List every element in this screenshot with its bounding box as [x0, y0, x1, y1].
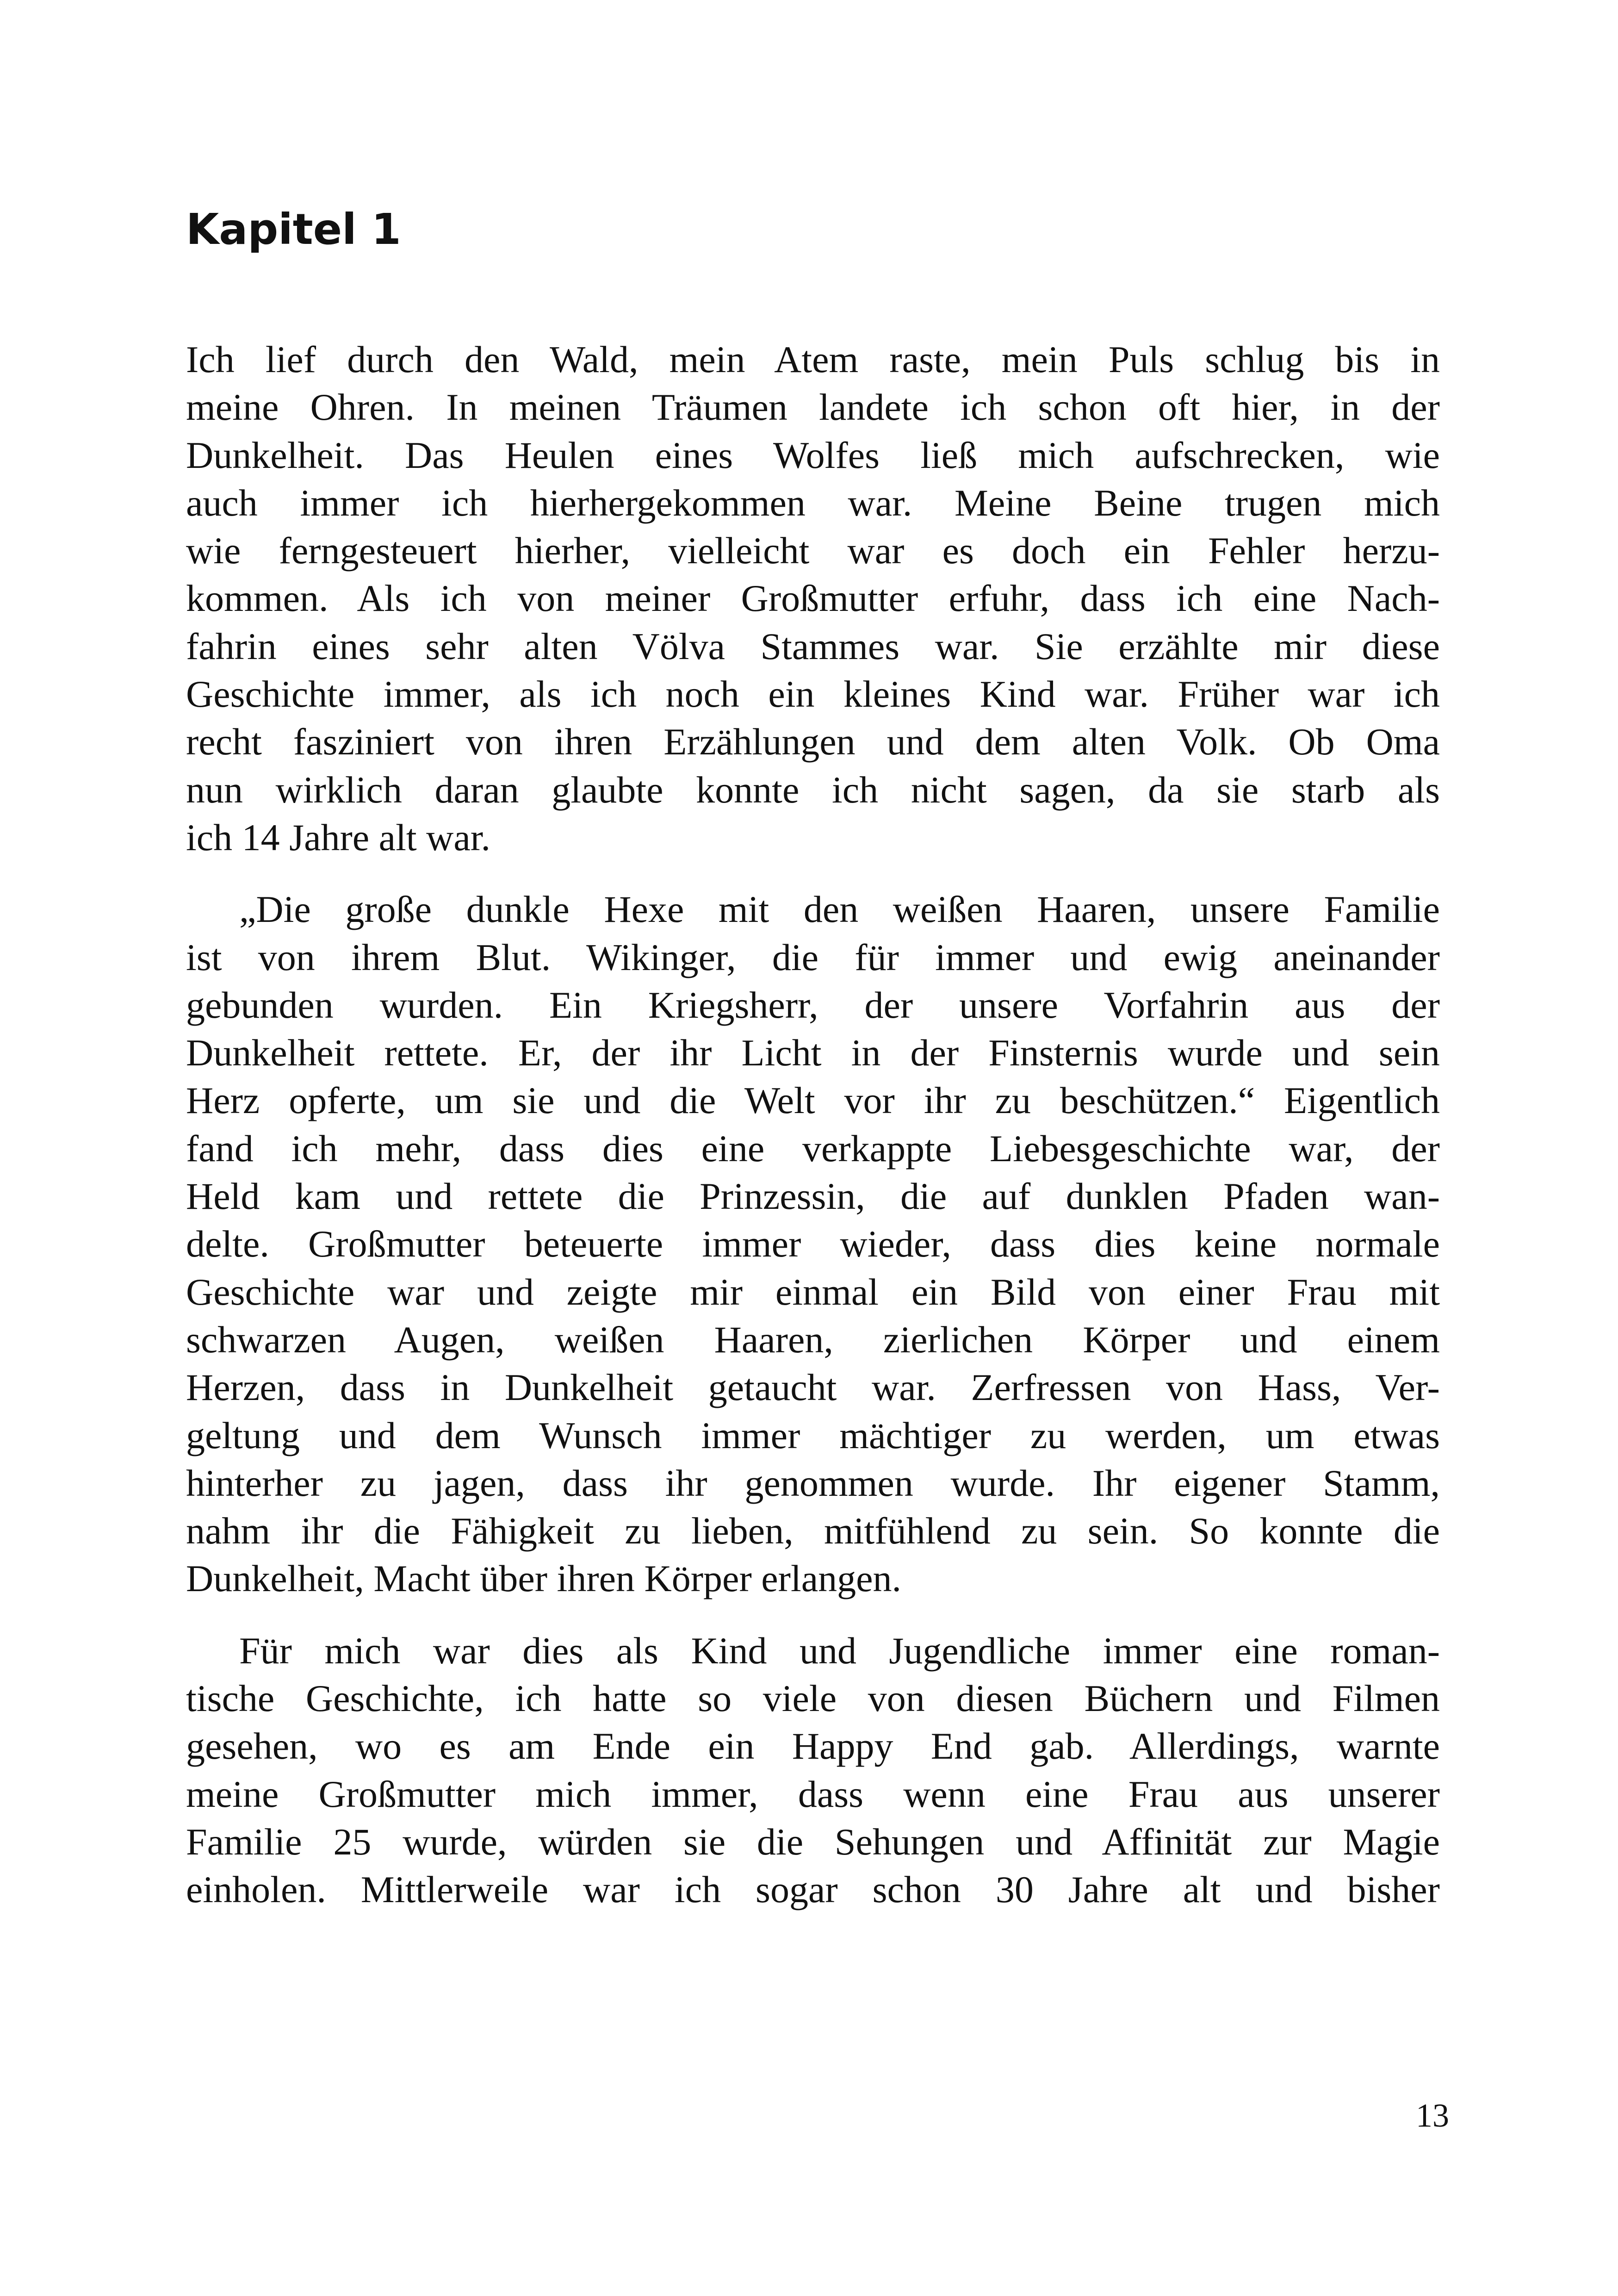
paragraph-line: Geschichte immer, als ich noch ein kleines Kind war. Früher war ich [186, 673, 1440, 716]
paragraph-line: Geschichte war und zeigte mir einmal ein Bild von einer Frau mit [186, 1270, 1440, 1313]
paragraph-3 [186, 1627, 1440, 1914]
paragraph-line: wie ferngesteuert hierher, vielleicht war es doch ein Fehler herzu- [186, 529, 1440, 572]
paragraph-line: auch immer ich hierhergekommen war. Meine Beine trugen mich [186, 481, 1440, 524]
paragraph-line: Familie 25 wurde, würden sie die Sehungen und Affinität zur Magie [186, 1820, 1440, 1863]
paragraph-line: Herz opferte, um sie und die Welt vor ihr zu beschützen.“ Eigentlich [186, 1079, 1440, 1122]
paragraph-line: hinterher zu jagen, dass ihr genommen wurde. Ihr eigener Stamm, [186, 1462, 1440, 1504]
paragraph-line: ich 14 Jahre alt war. [186, 816, 491, 859]
paragraph-line: gesehen, wo es am Ende ein Happy End gab. Allerdings, warnte [186, 1725, 1440, 1767]
paragraph-line: meine Ohren. In meinen Träumen landete ich schon oft hier, in der [186, 386, 1440, 429]
paragraph-line: Dunkelheit, Macht über ihren Körper erlangen. [186, 1557, 902, 1600]
paragraph-line: meine Großmutter mich immer, dass wenn eine Frau aus unserer [186, 1773, 1440, 1815]
paragraph-line: geltung und dem Wunsch immer mächtiger zu werden, um etwas [186, 1414, 1440, 1456]
paragraph-line: fahrin eines sehr alten Völva Stammes war. Sie erzählte mir diese [186, 625, 1440, 667]
chapter-title: Kapitel 1 [186, 205, 401, 254]
paragraph-line: ist von ihrem Blut. Wikinger, die für immer und ewig aneinander [186, 936, 1440, 978]
paragraph-line: recht fasziniert von ihren Erzählungen und dem alten Volk. Ob Oma [186, 721, 1440, 763]
paragraph-line: delte. Großmutter beteuerte immer wieder, dass dies keine normale [186, 1223, 1440, 1265]
paragraph-line: tische Geschichte, ich hatte so viele von diesen Büchern und Filmen [186, 1677, 1440, 1720]
page-number: 13 [1416, 2097, 1449, 2134]
paragraph-1 [186, 336, 1440, 861]
paragraph-line: nun wirklich daran glaubte konnte ich nicht sagen, da sie starb als [186, 768, 1440, 811]
paragraph-line: kommen. Als ich von meiner Großmutter erfuhr, dass ich eine Nach- [186, 577, 1440, 620]
paragraph-line: einholen. Mittlerweile war ich sogar schon 30 Jahre alt und bisher [186, 1868, 1440, 1911]
paragraph-line-text: Für mich war dies als Kind und Jugendliche immer eine roman- [239, 1629, 1440, 1672]
paragraph-2 [186, 885, 1440, 1602]
paragraph-line: Herzen, dass in Dunkelheit getaucht war. Zerfressen von Hass, Ver- [186, 1366, 1440, 1409]
paragraph-line-text: „Die große dunkle Hexe mit den weißen Haaren, unsere Familie [239, 888, 1440, 931]
paragraph-line [186, 1627, 1440, 1674]
paragraph-line: Dunkelheit. Das Heulen eines Wolfes ließ mich aufschrecken, wie [186, 434, 1440, 476]
chapter-body [186, 336, 1440, 1914]
paragraph-line: gebunden wurden. Ein Kriegsherr, der unsere Vorfahrin aus der [186, 983, 1440, 1026]
paragraph-line: fand ich mehr, dass dies eine verkappte Liebesgeschichte war, der [186, 1127, 1440, 1170]
paragraph-line: nahm ihr die Fähigkeit zu lieben, mitfühlend zu sein. So konnte die [186, 1510, 1440, 1552]
paragraph-line: Dunkelheit rettete. Er, der ihr Licht in der Finsternis wurde und sein [186, 1032, 1440, 1074]
paragraph-line: Held kam und rettete die Prinzessin, die auf dunklen Pfaden wan- [186, 1175, 1440, 1218]
paragraph-line: Ich lief durch den Wald, mein Atem raste, mein Puls schlug bis in [186, 338, 1440, 380]
paragraph-line: schwarzen Augen, weißen Haaren, zierlichen Körper und einem [186, 1318, 1440, 1361]
paragraph-line [186, 885, 1440, 933]
